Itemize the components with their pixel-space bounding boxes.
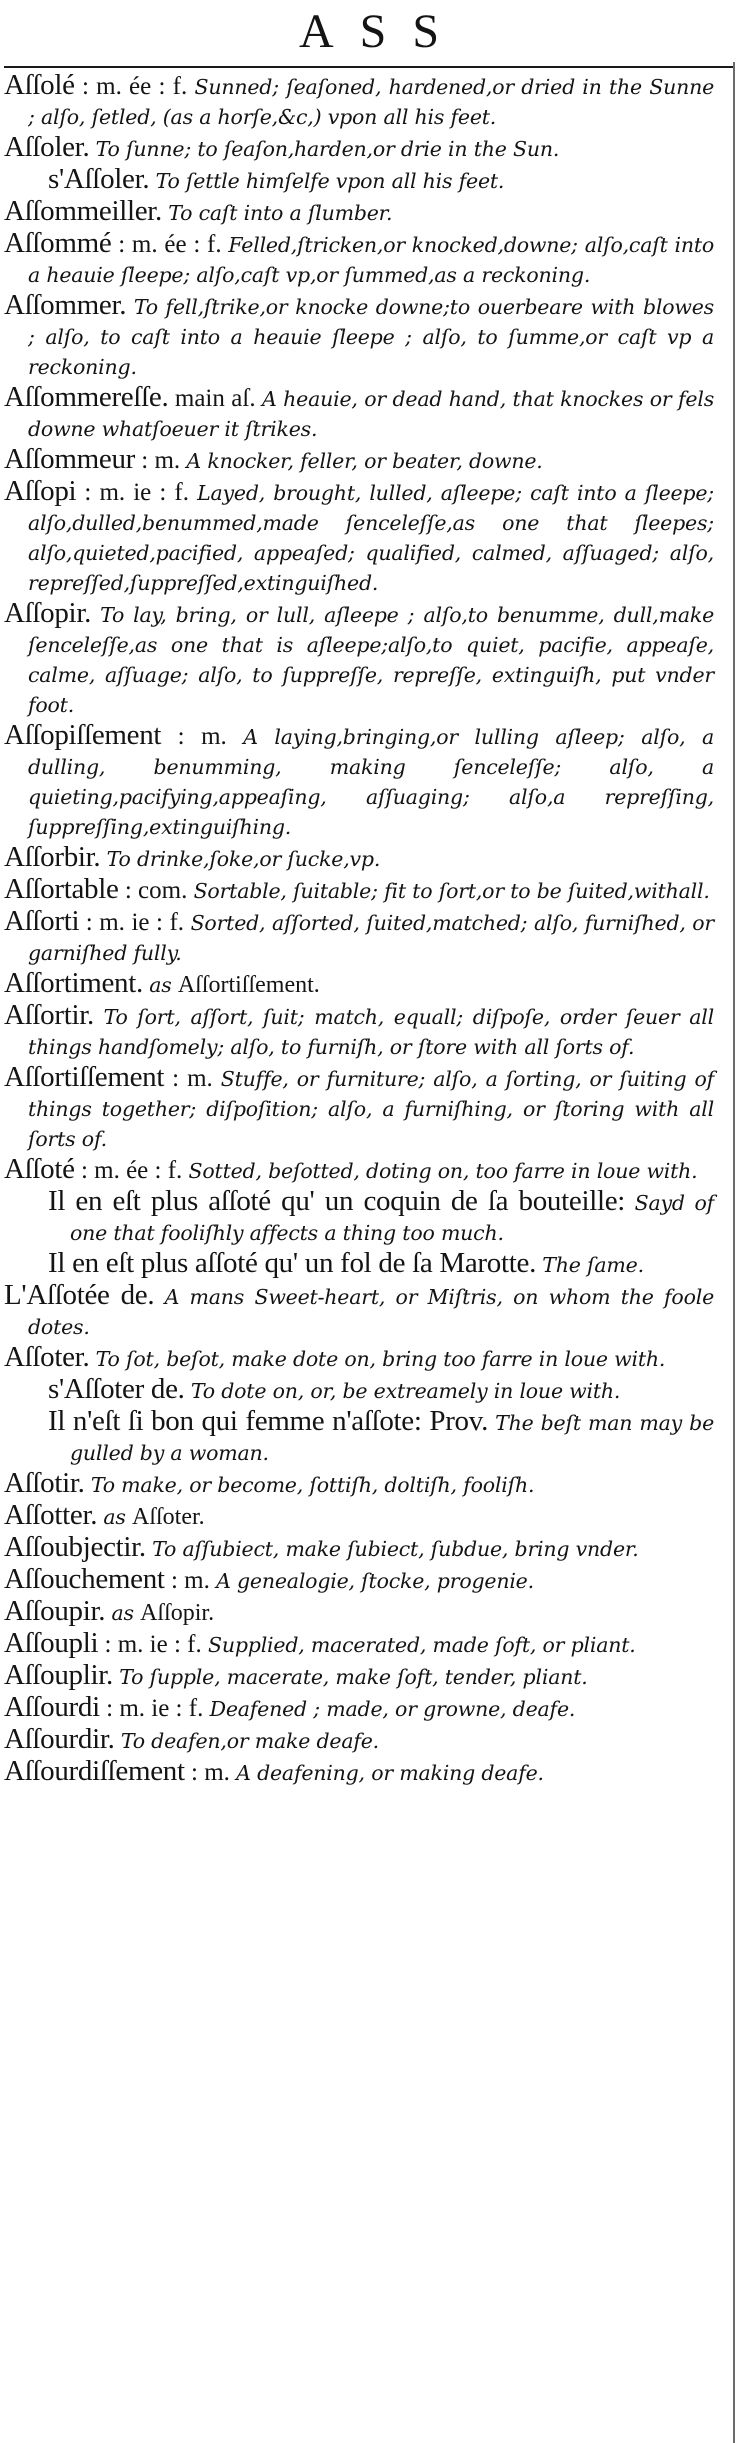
definition: To aſſubiect, make ſubiect, ſubdue, bring vnder. — [152, 1537, 639, 1561]
dictionary-entry — [4, 906, 714, 968]
definition: To caſt into a ſlumber. — [168, 201, 393, 225]
definition: To dote on, or, be extreamely in loue with. — [190, 1379, 621, 1403]
headword: Aſſoter. — [4, 1341, 90, 1373]
headword: s'Aſſoler. — [48, 163, 150, 195]
definition: To ſupple, macerate, make ſoft, tender, pliant. — [119, 1665, 588, 1689]
headword: Aſſourdi — [4, 1691, 100, 1723]
dictionary-entry — [4, 1342, 714, 1374]
headword: Aſſommé — [4, 227, 112, 259]
dictionary-entry — [4, 1660, 714, 1692]
grammar-label: : m. ie : f. — [85, 909, 185, 936]
definition: A mans Sweet-heart, or Miſtris, on whom the foole dotes. — [28, 1285, 714, 1339]
dictionary-entry — [4, 1532, 714, 1564]
definition: A genealogie, ſtocke, progenie. — [216, 1569, 534, 1593]
dictionary-entry — [4, 1280, 714, 1342]
running-head: ASS — [298, 5, 466, 58]
headword: Aſſommeiller. — [4, 195, 162, 227]
grammar-label: : m. — [170, 1567, 210, 1594]
definition: as — [111, 1601, 134, 1625]
dictionary-entry — [4, 444, 714, 476]
dictionary-column — [4, 70, 714, 1788]
definition: Sotted, beſotted, doting on, too farre in loue with. — [188, 1159, 698, 1183]
definition: To ſot, beſot, make dote on, bring too farre in loue with. — [95, 1347, 666, 1371]
headword: Il n'eſt ſi bon qui femme n'aſſote: Prov. — [48, 1405, 489, 1437]
headword: Aſſommeur — [4, 443, 136, 475]
definition: To ſunne; to ſeaſon,harden,or drie in the Sun. — [95, 137, 560, 161]
definition: To drinke,ſoke,or ſucke,vp. — [106, 847, 381, 871]
definition: A knocker, feller, or beater, downe. — [186, 449, 543, 473]
dictionary-entry — [4, 1000, 714, 1062]
definition: The ſame. — [542, 1253, 644, 1277]
headword: Aſſoté — [4, 1153, 75, 1185]
headword: Aſſoupir. — [4, 1595, 106, 1627]
definition: Felled,ſtricken,or knocked,downe; alſo,caſt into a heauie ſleepe; alſo,caſt vp,or ſummed,as a reckoning. — [28, 233, 715, 287]
dictionary-entry — [4, 1564, 714, 1596]
grammar-label: : m. ée : f. — [118, 231, 222, 258]
definition: To ſort, aſſort, ſuit; match, equall; diſpoſe, order ſeuer all things handſomely; alſo, to furniſh, or ſtore with all ſorts of. — [28, 1005, 714, 1059]
definition: Sortable, ſuitable; fit to ſort,or to be ſuited,withall. — [193, 879, 710, 903]
dictionary-entry — [4, 70, 714, 132]
dictionary-entry — [4, 1628, 714, 1660]
definition: To ſettle himſelfe vpon all his feet. — [155, 169, 505, 193]
headword: Il en eſt plus aſſoté qu' un fol de ſa Marotte. — [48, 1247, 537, 1279]
sub-entry — [4, 164, 714, 196]
grammar-label: : m. — [141, 447, 181, 474]
definition: as — [149, 973, 172, 997]
dictionary-entry — [4, 1692, 714, 1724]
definition: To deafen,or make deafe. — [120, 1729, 380, 1753]
grammar-label: : m. — [177, 723, 227, 750]
grammar-label: : m. ée : f. — [80, 1157, 183, 1184]
definition: A heauie, or dead hand, that knockes or fels downe whatſoeuer it ſtrikes. — [28, 387, 715, 441]
headword: Aſſorbir. — [4, 841, 101, 873]
headword: Aſſotter. — [4, 1499, 98, 1531]
sub-entry — [4, 1186, 714, 1248]
dictionary-entry — [4, 290, 714, 382]
headword: Aſſortable — [4, 873, 119, 905]
definition: Sorted, aſſorted, ſuited,matched; alſo, furniſhed, or garniſhed fully. — [28, 911, 715, 965]
grammar-label: : m. ie : f. — [104, 1631, 202, 1658]
dictionary-entry — [4, 598, 714, 720]
dictionary-entry — [4, 1756, 714, 1788]
dictionary-entry — [4, 1724, 714, 1756]
definition: The beſt man may be gulled by a woman. — [70, 1411, 715, 1465]
headword: Aſſolé — [4, 69, 75, 101]
definition: A deafening, or making deafe. — [236, 1761, 544, 1785]
dictionary-entry — [4, 1062, 714, 1154]
definition: Layed, brought, lulled, aſleepe; caſt into a ſleepe; alſo,dulled,benummed,made ſenceleſſe,as one that ſleepes; alſo,quieted,pacified, appeaſed; qualified, calmed, aſſuaged; alſo, repreſſed,ſuppreſſed,extinguiſhed. — [28, 481, 714, 595]
grammar-label: : m. ée : f. — [81, 73, 188, 100]
grammar-label: : m. — [172, 1065, 213, 1092]
definition: Supplied, macerated, made ſoft, or pliant. — [208, 1633, 636, 1657]
headword: Aſſortiſſement — [4, 1061, 165, 1093]
dictionary-entry — [4, 132, 714, 164]
headword: Aſſommer. — [4, 289, 127, 321]
header-rule — [4, 66, 734, 68]
grammar-label: : com. — [124, 877, 188, 904]
headword: Aſſourdiſſement — [4, 1755, 185, 1787]
definition: A laying,bringing,or lulling aſleep; alſo, a dulling, benumming, making ſenceleſſe; alſo, a quieting,pacifying,appeaſing, aſſuaging; alſo,a repreſſing, ſuppreſſing,extinguiſhing. — [28, 725, 714, 839]
cross-reference: Aſſortiſſement. — [177, 972, 320, 998]
headword: Aſſouplir. — [4, 1659, 113, 1691]
headword: L'Aſſotée de. — [4, 1279, 155, 1311]
dictionary-entry — [4, 476, 714, 598]
headword: Aſſopir. — [4, 597, 92, 629]
dictionary-entry — [4, 1500, 714, 1532]
cross-reference: Aſſoter. — [132, 1504, 205, 1530]
grammar-label: : m. ie : f. — [106, 1695, 204, 1722]
dictionary-entry — [4, 382, 714, 444]
headword: Aſſortir. — [4, 999, 94, 1031]
dictionary-entry — [4, 196, 714, 228]
definition: as — [103, 1505, 126, 1529]
dictionary-entry — [4, 968, 714, 1000]
dictionary-entry — [4, 1154, 714, 1186]
definition: To fell,ſtrike,or knocke downe;to ouerbeare with blowes ; alſo, to caſt into a heauie ſleepe ; alſo, to ſumme,or caſt vp a reckoning. — [28, 295, 714, 379]
headword: Aſſoler. — [4, 131, 90, 163]
grammar-label: main aſ. — [174, 385, 256, 412]
headword: Aſſopiſſement — [4, 719, 162, 751]
headword: s'Aſſoter de. — [48, 1373, 185, 1405]
sub-entry — [4, 1406, 714, 1468]
definition: Sayd of one that fooliſhly affects a thing too much. — [70, 1191, 715, 1245]
headword: Aſſoubjectir. — [4, 1531, 146, 1563]
definition: To make, or become, ſottiſh, doltiſh, fooliſh. — [90, 1473, 535, 1497]
sub-entry — [4, 1374, 714, 1406]
dictionary-entry — [4, 874, 714, 906]
column-edge-rule — [733, 62, 735, 2443]
cross-reference: Aſſopir. — [140, 1600, 215, 1626]
headword: Aſſourdir. — [4, 1723, 115, 1755]
headword: Aſſortiment. — [4, 967, 143, 999]
grammar-label: : m. — [191, 1759, 230, 1786]
headword: Il en eſt plus aſſoté qu' un coquin de ſa bouteille: — [48, 1185, 626, 1217]
definition: Stuffe, or furniture; alſo, a ſorting, or ſuiting of things together; diſpoſition; alſo, a furniſhing, or ſtoring with all ſorts of. — [28, 1067, 715, 1151]
dictionary-entry — [4, 842, 714, 874]
headword: Aſſoupli — [4, 1627, 99, 1659]
definition: To lay, bring, or lull, aſleepe ; alſo,to benumme, dull,make ſenceleſſe,as one that is aſleepe;alſo,to quiet, pacifie, appeaſe, calme, aſſuage; alſo, to ſuppreſſe, repreſſe, extinguiſh, put vnder foot. — [28, 603, 715, 717]
definition: Sunned; ſeaſoned, hardened,or dried in the Sunne ; alſo, ſetled, (as a horſe,&c,) vpon all his feet. — [28, 75, 715, 129]
headword: Aſſorti — [4, 905, 80, 937]
headword: Aſſouchement — [4, 1563, 165, 1595]
headword: Aſſotir. — [4, 1467, 85, 1499]
dictionary-entry — [4, 720, 714, 842]
definition: Deafened ; made, or growne, deafe. — [209, 1697, 576, 1721]
dictionary-entry — [4, 228, 714, 290]
headword: Aſſopi — [4, 475, 77, 507]
dictionary-entry — [4, 1596, 714, 1628]
dictionary-entry — [4, 1468, 714, 1500]
headword: Aſſommereſſe. — [4, 381, 169, 413]
sub-entry — [4, 1248, 714, 1280]
grammar-label: : m. ie : f. — [84, 479, 189, 506]
